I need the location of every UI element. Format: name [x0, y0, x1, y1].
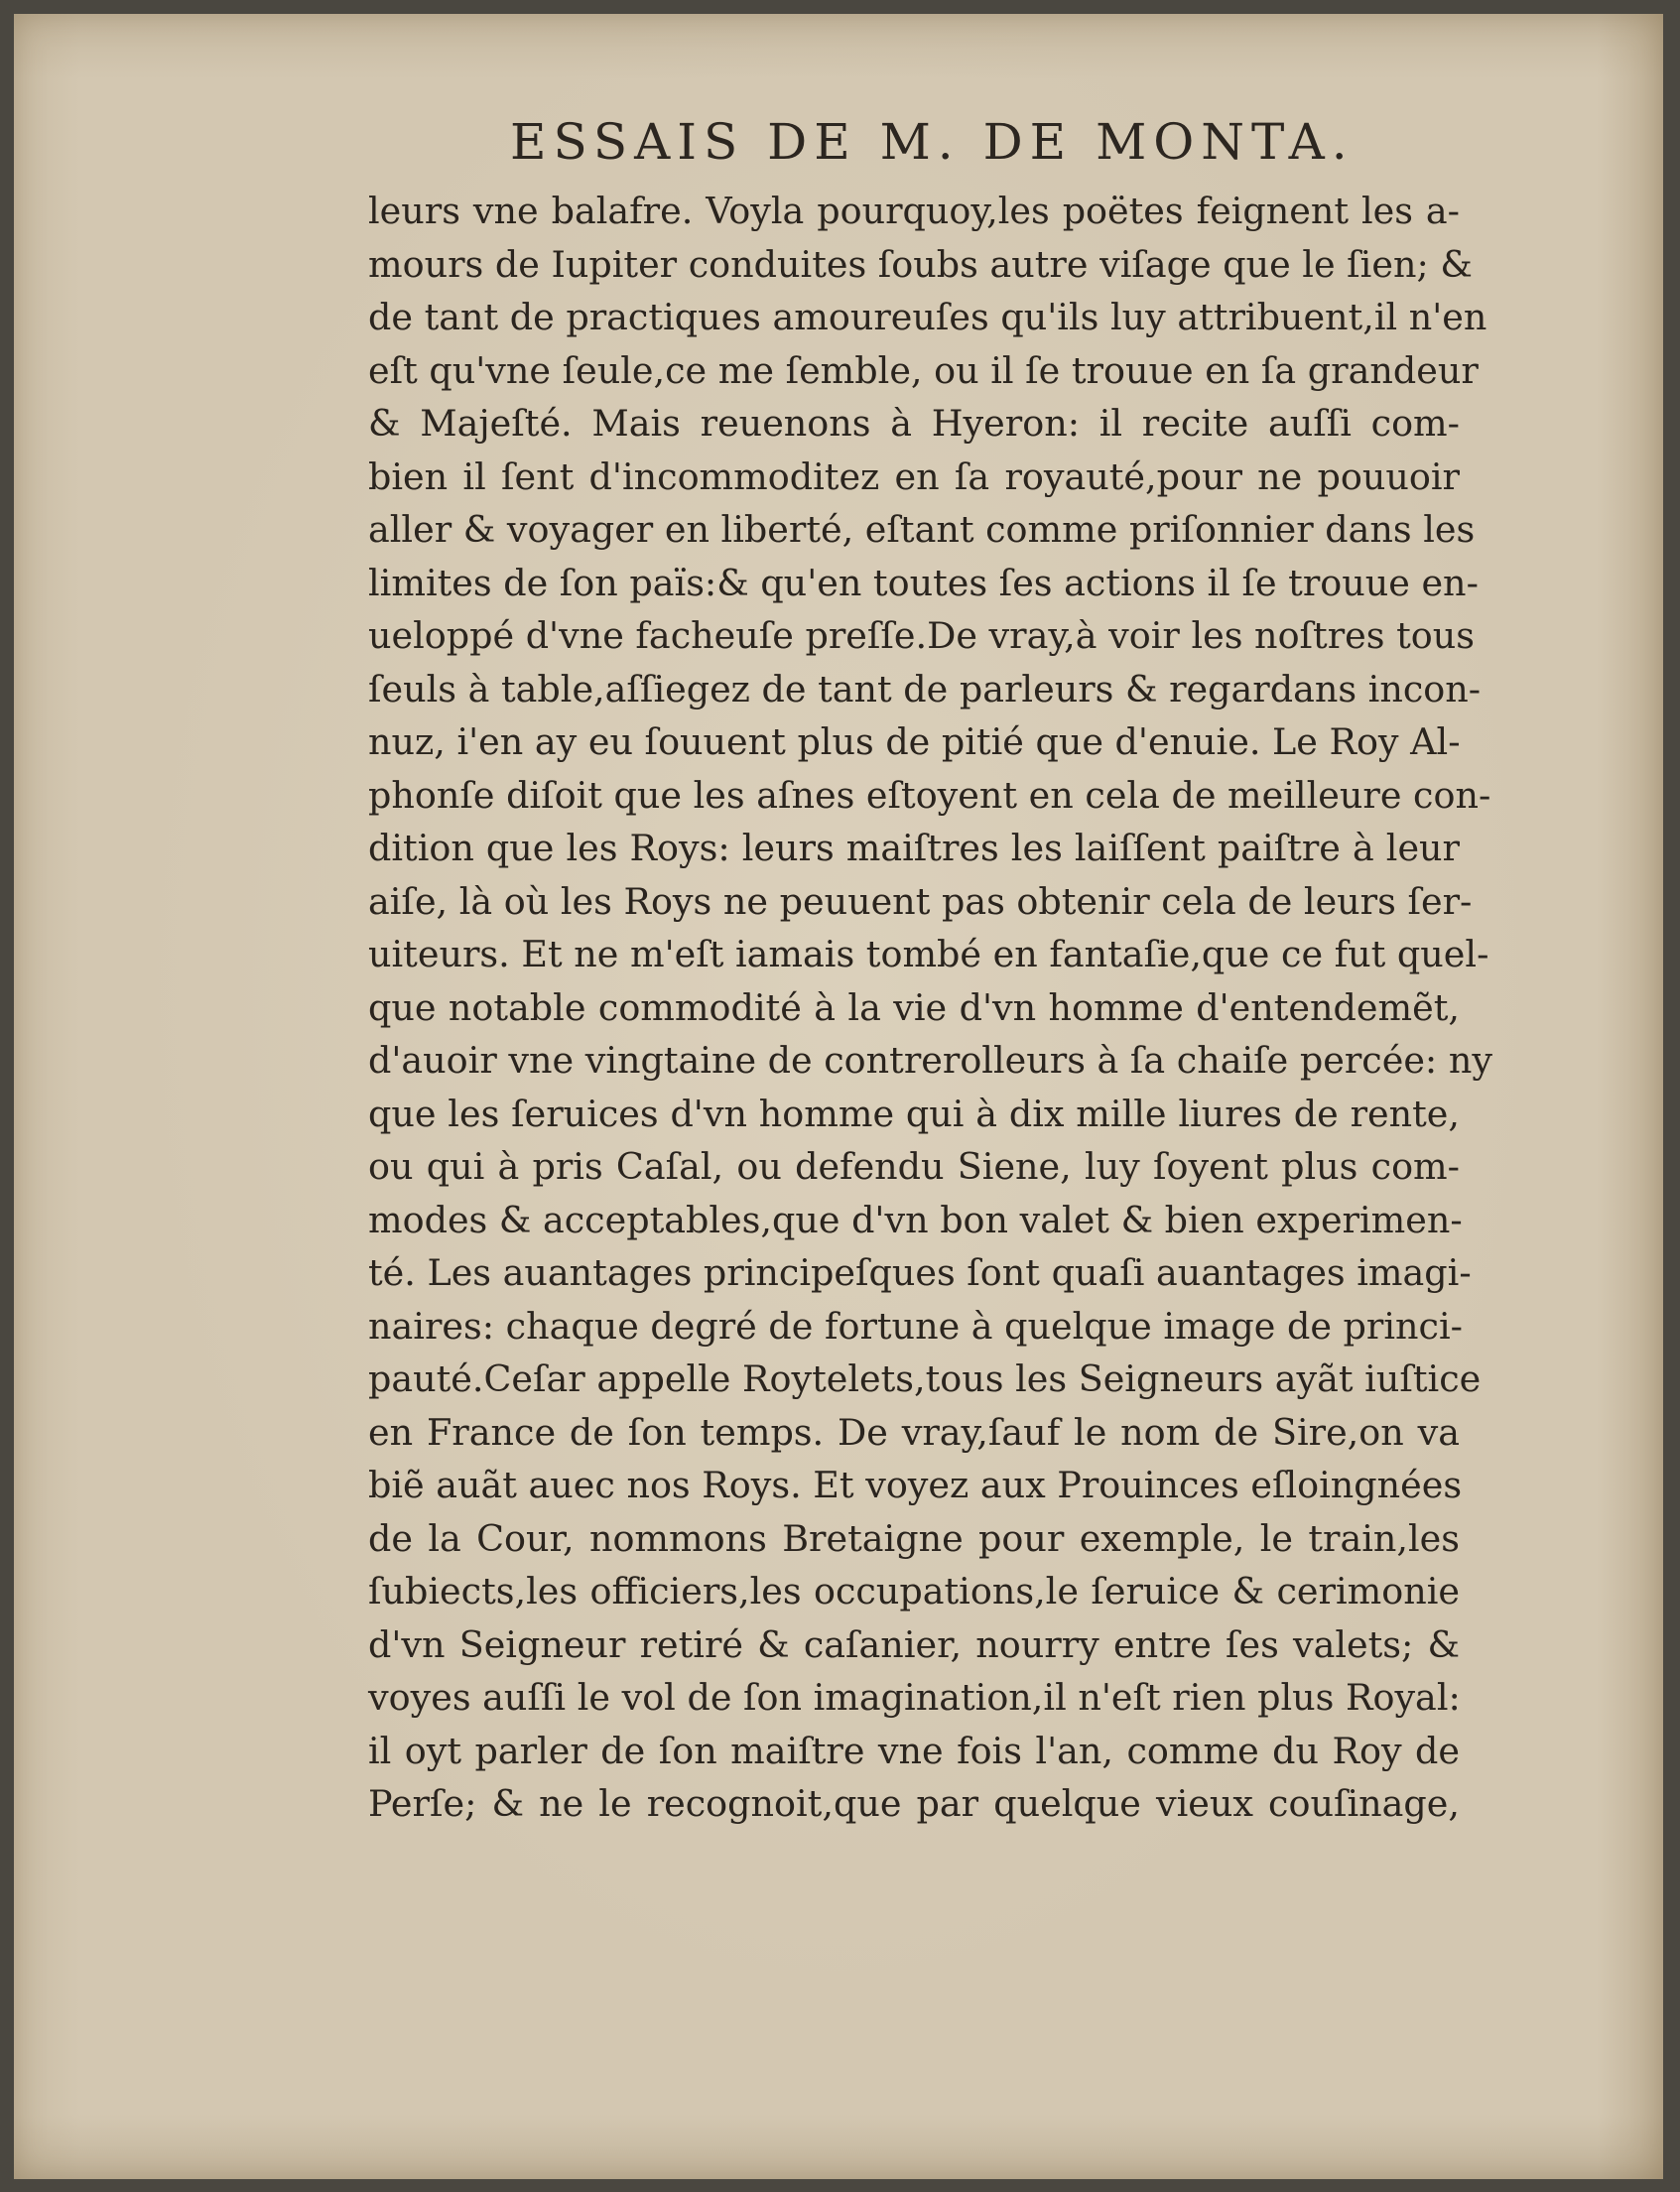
text-line: ſeuls à table,aſſiegez de tant de parleurs & regardans incon- — [368, 667, 1482, 710]
text-line: uiteurs. Et ne m'eſt iamais tombé en fantaſie,que ce fut quel- — [368, 933, 1489, 975]
text-line: dition que les Roys: leurs maiſtres les laiſſent paiſtre à leur — [368, 827, 1460, 869]
text-line: nuz, i'en ay eu ſouuent plus de pitié que d'enuie. Le Roy Al- — [368, 720, 1461, 763]
text-line: ou qui à pris Caſal, ou defendu Siene, luy ſoyent plus com- — [368, 1145, 1460, 1188]
text-line: bien il ſent d'incommoditez en ſa royauté,pour ne pouuoir — [368, 454, 1460, 498]
running-head: ESSAIS DE M. DE MONTA. — [510, 113, 1355, 171]
text-line: que notable commodité à la vie d'vn homme d'entendemẽt, — [368, 985, 1460, 1029]
text-line: naires: chaque degré de fortune à quelque image de princi- — [368, 1304, 1463, 1348]
text-line: ſubiects,les officiers,les occupations,le ſeruice & cerimonie — [368, 1570, 1460, 1612]
text-line: modes & acceptables,que d'vn bon valet & bien experimen- — [368, 1198, 1463, 1241]
book-page — [14, 14, 1663, 2179]
text-line: té. Les auantages principeſques ſont quaſi auantages imagi- — [368, 1251, 1472, 1294]
text-line: il oyt parler de ſon maiſtre vne fois l'an, comme du Roy de — [368, 1729, 1460, 1772]
text-line: eſt qu'vne ſeule,ce me ſemble, ou il ſe trouue en ſa grandeur — [368, 348, 1479, 392]
text-line: voyes auſſi le vol de ſon imagination,il n'eſt rien plus Royal: — [368, 1676, 1461, 1719]
text-line: d'auoir vne vingtaine de contrerolleurs à ſa chaiſe percée: ny — [368, 1039, 1492, 1082]
body-text — [368, 185, 1492, 1831]
text-line: Perſe; & ne le recognoit,que par quelque vieux couſinage, — [368, 1782, 1460, 1825]
text-line: que les ſeruices d'vn homme qui à dix mille liures de rente, — [368, 1092, 1460, 1135]
text-line: ueloppé d'vne facheuſe preſſe.De vray,à voir les noſtres tous — [368, 614, 1475, 657]
text-line: leurs vne balafre. Voyla pourquoy,les poëtes feignent les a- — [368, 190, 1460, 232]
text-line: de la Cour, nommons Bretaigne pour exemple, le train,les — [368, 1516, 1460, 1560]
text-line: aiſe, là où les Roys ne peuuent pas obtenir cela de leurs ſer- — [368, 879, 1473, 923]
text-line: phonſe diſoit que les aſnes eſtoyent en cela de meilleure con- — [368, 773, 1491, 817]
text-line: d'vn Seigneur retiré & caſanier, nourry entre ſes valets; & — [368, 1622, 1460, 1666]
text-line: en France de ſon temps. De vray,ſauf le nom de Sire,on va — [368, 1410, 1460, 1454]
text-line: biẽ auãt auec nos Roys. Et voyez aux Prouinces eſloingnées — [368, 1464, 1463, 1506]
text-line: aller & voyager en liberté, eſtant comme priſonnier dans les — [368, 508, 1476, 551]
text-line: mours de Iupiter conduites ſoubs autre viſage que le ſien; & — [368, 242, 1473, 286]
text-line: pauté.Ceſar appelle Roytelets,tous les Seigneurs ayãt iuſtice — [368, 1357, 1482, 1400]
text-line: & Majeſté. Mais reuenons à Hyeron: il recite auſſi com- — [368, 402, 1460, 445]
text-line: de tant de practiques amoureuſes qu'ils luy attribuent,il n'en — [368, 296, 1487, 338]
text-line: limites de ſon païs:& qu'en toutes ſes actions il ſe trouue en- — [368, 561, 1479, 604]
